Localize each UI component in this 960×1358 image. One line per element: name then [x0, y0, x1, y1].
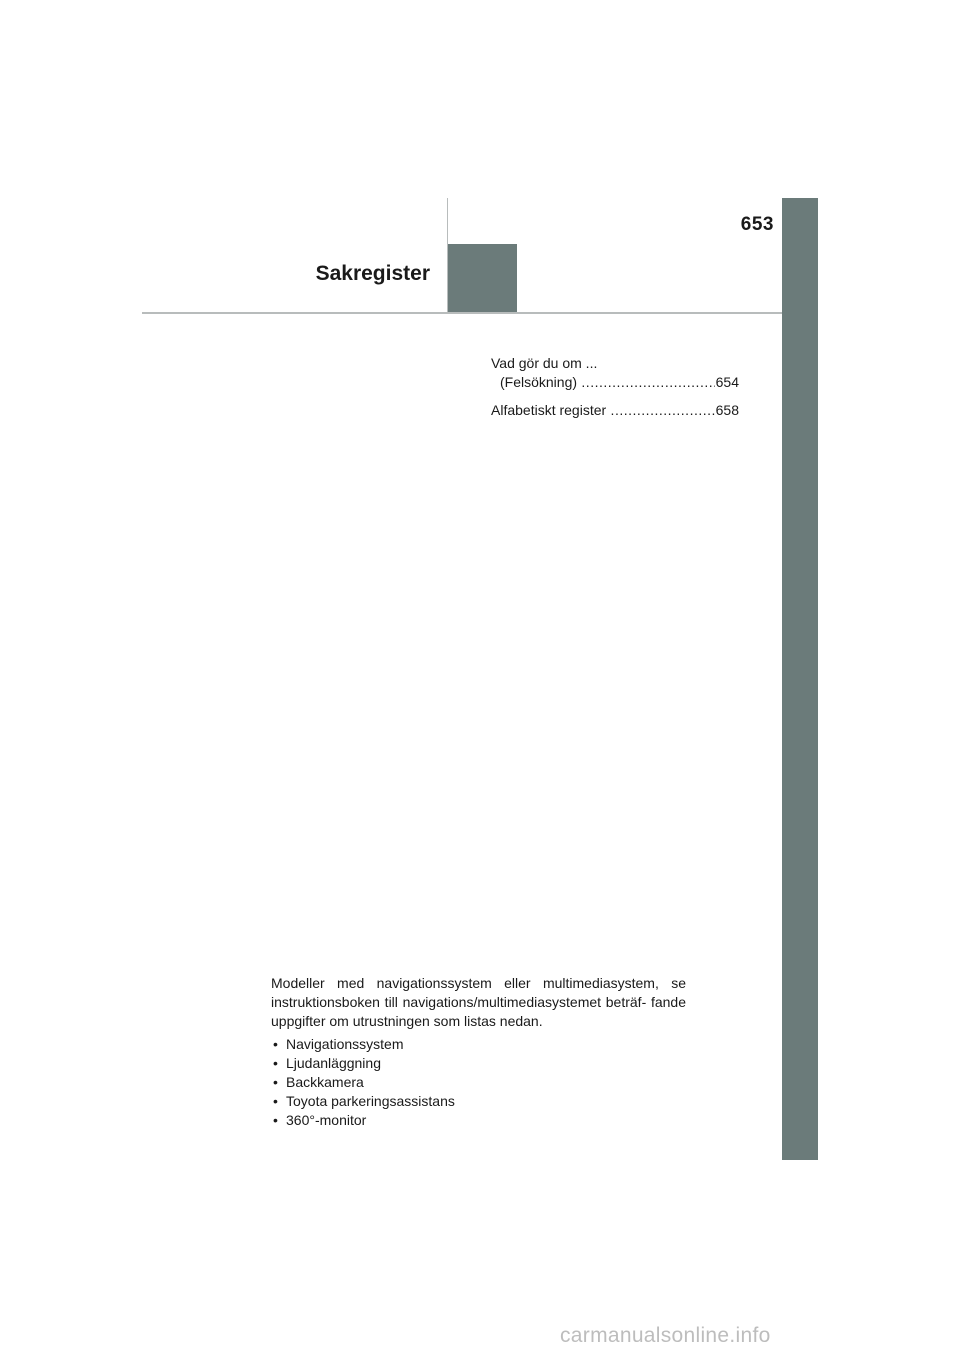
- list-item: • Backkamera: [271, 1073, 686, 1092]
- page-number: 653: [740, 214, 774, 235]
- section-title: Sakregister: [315, 262, 430, 285]
- header-color-block: [448, 244, 517, 313]
- table-of-contents: [491, 354, 739, 429]
- toc-entry-troubleshooting[interactable]: [491, 354, 739, 392]
- list-item: • Ljudanläggning: [271, 1054, 686, 1073]
- header-horizontal-rule: [142, 312, 782, 314]
- multimedia-note: [271, 974, 686, 1130]
- list-item: • Navigationssystem: [271, 1035, 686, 1054]
- watermark-text: carmanualsonline.info: [560, 1324, 771, 1347]
- toc-entry-title: Alfabetiskt register .....: [491, 401, 715, 420]
- list-item: • 360°-monitor: [271, 1111, 686, 1130]
- toc-entry-subtitle: (Felsökning) .....: [500, 373, 715, 392]
- toc-entry-title: Vad gör du om ...: [491, 355, 598, 371]
- chapter-tab-bar: [782, 198, 818, 1160]
- list-item: • Toyota parkeringsassistans: [271, 1092, 686, 1111]
- note-paragraph: Modeller med navigationssystem eller multimediasystem, se instruktionsboken till navigations/multimediasystemet beträf- fande uppgifter om utrustningen som listas nedan.: [271, 975, 686, 1029]
- equipment-list: [271, 1035, 686, 1130]
- toc-page-ref[interactable]: 654: [715, 374, 739, 390]
- toc-entry-alphabetical-index[interactable]: [491, 401, 739, 420]
- toc-page-ref[interactable]: 658: [715, 402, 739, 418]
